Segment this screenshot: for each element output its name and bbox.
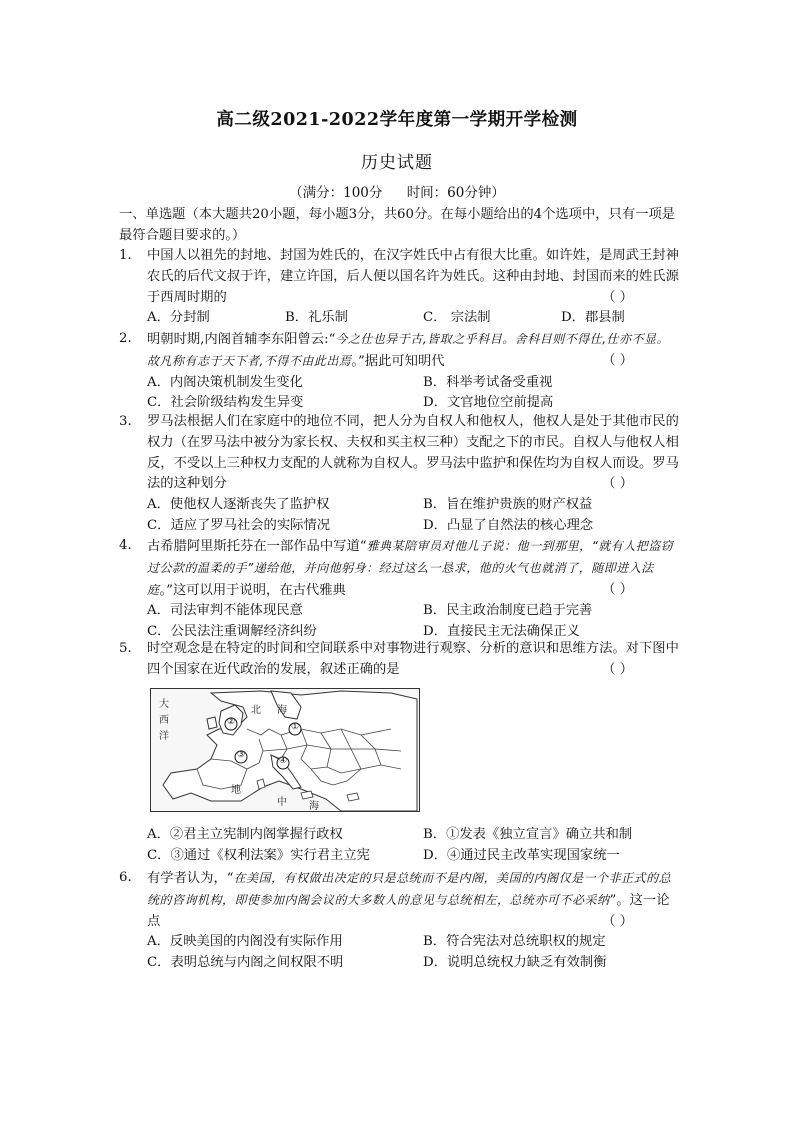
map-marker-3: ③ [236, 750, 246, 760]
option-c: C．公民法注重调解经济纠纷 [147, 624, 317, 640]
question-number: 5. [119, 641, 132, 656]
question-number: 4. [119, 538, 132, 553]
option-row [147, 601, 681, 622]
map-label-north-sea: 海 [277, 705, 287, 716]
question-text-pre: 明朝时期,内阁首辅李东阳曾云:“ [147, 332, 336, 347]
section-intro: 一、单选题（本大题共20小题，每小题3分，共60分。在每小题给出的4个选项中，只有一项是最符合题目要求的。） [119, 207, 676, 243]
option-b: B．民主政治制度已趋于完善 [423, 603, 593, 619]
question-1 [119, 246, 681, 329]
option-a: A．分封制 [147, 310, 210, 326]
question-4 [119, 536, 681, 643]
question-text-pre: 古希腊阿里斯托芬在一部作品中写道“ [147, 539, 367, 554]
option-row [147, 953, 681, 974]
question-text-post: 。”这可以用于说明，在古代雅典 [159, 582, 346, 598]
question-number: 6. [119, 870, 132, 885]
option-b: B．符合宪法对总统职权的规定 [423, 934, 606, 950]
score-info: （满分：100分 [289, 185, 383, 201]
option-row [147, 846, 681, 867]
time-info: 时间：60分钟） [406, 185, 505, 201]
map-marker-2: ② [226, 717, 236, 727]
map-label-north-sea: 北 [251, 705, 261, 716]
question-text-post: 。”据此可知明代 [351, 353, 445, 369]
answer-bracket: （ ） [602, 661, 633, 677]
question-number: 3. [119, 414, 132, 429]
question-number: 1. [119, 248, 132, 263]
option-d: D．郡县制 [561, 310, 625, 326]
option-d: D．凸显了自然法的核心理念 [423, 517, 594, 533]
question-text-post: ”。这一论点 [147, 892, 670, 929]
question-5 [119, 639, 681, 681]
question-6 [119, 868, 681, 974]
option-d: D．④通过民主改革实现国家统一 [423, 847, 620, 863]
option-d: D．文官地位空前提高 [423, 395, 554, 411]
question-text: 时空观念是在特定的时间和空间联系中对事物进行观察、分析的意识和思维方法。对下图中四个国家在近代政治的发展，叙述正确的是 [147, 641, 679, 677]
option-c: C．表明总统与内阁之间权限不明 [147, 955, 344, 971]
answer-bracket: （ ） [602, 352, 633, 368]
map-label-atlantic: 大 [159, 699, 169, 710]
answer-bracket: （ ） [602, 476, 633, 492]
option-b: B．①发表《独立宣言》确立共和制 [423, 827, 633, 842]
option-b: B．科举考试备受重视 [423, 374, 553, 390]
option-a: A．反映美国的内阁没有实际作用 [147, 934, 343, 950]
option-c: C．适应了罗马社会的实际情况 [147, 517, 331, 533]
map-marker-4: ④ [278, 756, 288, 766]
option-a: A．内阁决策机制发生变化 [147, 374, 303, 390]
question-5-options [119, 825, 681, 867]
option-c: C．③通过《权利法案》实行君主立宪 [147, 847, 370, 863]
answer-bracket: （ ） [602, 913, 633, 929]
map-label-mediterranean: 地 [231, 785, 241, 796]
option-a: A．使他权人逐渐丧失了监护权 [147, 497, 330, 513]
exam-title: 高二级2021-2022学年度第一学期开学检测 [216, 110, 578, 130]
option-a: A．②君主立宪制内阁掌握行政权 [147, 827, 343, 842]
question-number: 2. [119, 331, 132, 346]
option-row [147, 308, 681, 329]
option-row [147, 373, 681, 394]
option-c: C．社会阶级结构发生异变 [147, 395, 304, 411]
option-row [147, 516, 681, 537]
map-marker-1: ① [290, 722, 300, 732]
option-row [147, 495, 681, 516]
option-a: A．司法审判不能体现民意 [147, 603, 303, 619]
question-quote: 在美国，有权做出决定的只是总统而不是内阁，美国的内阁仅是一个非正式的总统的咨询机构，即使参加内阁会议的大多数人的意见与总统相左，总统亦可不必采纳 [147, 871, 672, 907]
map-label-atlantic: 西 [159, 715, 169, 726]
option-b: B．礼乐制 [285, 310, 348, 326]
europe-map [150, 688, 420, 812]
question-3 [119, 412, 681, 537]
question-quote: 雅典某陪审员对他儿子说：他一到那里，“就有人把盗窃过公款的温柔的手”递给他，并向他躬身：经过这么一恳求，他的火气也就消了，随即进入法庭 [147, 539, 674, 597]
question-text: 罗马法根据人们在家庭中的地位不同，把人分为自权人和他权人，他权人是处于其他市民的权力（在罗马法中被分为家长权、夫权和买主权三种）支配之下的市民。自权人与他权人相反，不受以上三种权力支配的人就称为自权人。罗马法中监护和保佐均为自权人而设。罗马法的这种划分 [147, 414, 679, 492]
question-2 [119, 329, 681, 414]
option-b: B．旨在维护贵族的财产权益 [423, 497, 593, 513]
question-quote: 今之仕也异于古,皆取之乎科目。舍科目则不得仕,仕亦不显。故凡称有志于天下者,不得不由此出焉 [147, 332, 670, 368]
map-label-mediterranean: 海 [309, 801, 319, 812]
option-row [147, 825, 681, 846]
exam-meta [0, 181, 794, 201]
option-d: D．说明总统权力缺乏有效制衡 [423, 955, 607, 971]
map-label-mediterranean: 中 [277, 797, 287, 808]
map-label-atlantic: 洋 [159, 731, 169, 742]
option-d: D．直接民主无法确保正义 [423, 624, 580, 640]
exam-subject: 历史试题 [361, 153, 433, 173]
question-text: 中国人以祖先的封地、封国为姓氏的，在汉字姓氏中占有很大比重。如许姓，是周武王封神农氏的后代文叔于许，建立许国，后人便以国名许为姓氏。这种由封地、封国而来的姓氏源于西周时期的 [147, 248, 679, 305]
question-text-pre: 有学者认为，“ [147, 871, 234, 886]
option-c: C． 宗法制 [423, 310, 491, 326]
option-row [147, 932, 681, 953]
answer-bracket: （ ） [602, 581, 633, 597]
answer-bracket: （ ） [602, 289, 633, 305]
